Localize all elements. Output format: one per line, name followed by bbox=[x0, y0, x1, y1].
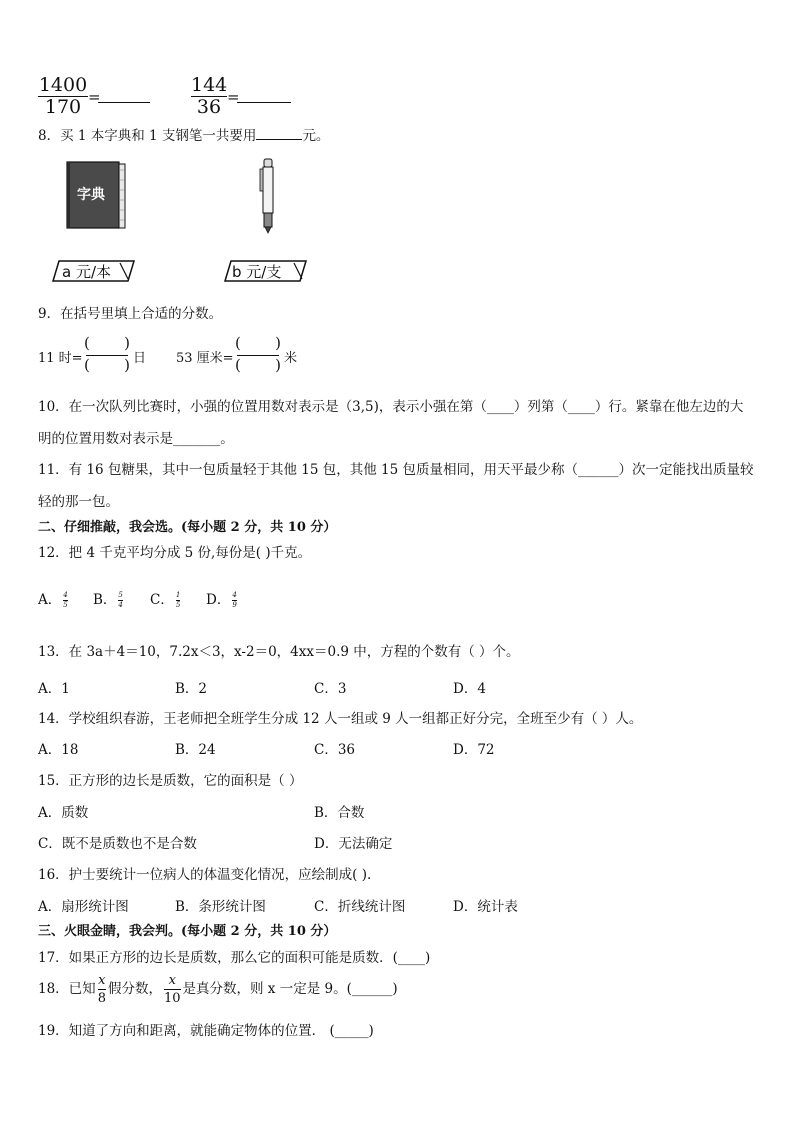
question-10-line-2: 明的位置用数对表示是_______。 bbox=[38, 431, 234, 447]
option-d[interactable] bbox=[206, 588, 237, 609]
question-10-line-1: 10．在一次队列比赛时，小强的位置用数对表示是（3,5)，表示小强在第（____）列第（____）行。紧靠在他左边的大 bbox=[38, 399, 744, 415]
question-text: 18．已知 bbox=[38, 980, 96, 997]
question-8 bbox=[38, 124, 329, 144]
paren-open: ( bbox=[84, 356, 90, 374]
option-fraction: $\frac{4}{9}$ bbox=[232, 591, 237, 609]
paren-open: ( bbox=[235, 356, 241, 374]
option-label: B． bbox=[93, 592, 117, 608]
fraction-bar bbox=[86, 355, 128, 356]
fraction-numerator: 144 bbox=[191, 74, 228, 96]
option-label: A． bbox=[38, 592, 62, 608]
option-d[interactable]: D．无法确定 bbox=[314, 836, 393, 852]
question-19: 19．知道了方向和距离，就能确定物体的位置． (_____) bbox=[38, 1023, 374, 1039]
question-text: 假分数， bbox=[107, 980, 162, 997]
option-fraction: $\frac{4}{5}$ bbox=[63, 591, 68, 609]
fraction-denominator: 170 bbox=[44, 96, 82, 118]
question-15: 15．正方形的边长是质数，它的面积是（ ） bbox=[38, 773, 303, 789]
option-a[interactable]: A．1 bbox=[38, 681, 70, 697]
option-d[interactable]: D．统计表 bbox=[453, 899, 518, 915]
question-13: 13．在 3a＋4＝10，7.2x＜3，x-2＝0，4xx＝0.9 中，方程的个数有（ ）个。 bbox=[38, 644, 520, 660]
question-9: 9．在括号里填上合适的分数。 bbox=[38, 306, 223, 322]
unit-day: 日 bbox=[133, 351, 147, 366]
fraction-numerator: 1400 bbox=[38, 74, 88, 96]
option-b[interactable]: B．2 bbox=[175, 681, 208, 697]
price-tag-a bbox=[52, 259, 136, 283]
dictionary-image bbox=[63, 160, 127, 230]
paren-close: ) bbox=[124, 356, 130, 374]
question-text: 8．买 1 本字典和 1 支钢笔一共要用 bbox=[38, 128, 257, 144]
option-c[interactable]: C．3 bbox=[314, 681, 347, 697]
paren-close: ) bbox=[275, 356, 281, 374]
question-11-line-1: 11．有 16 包糖果，其中一包质量轻于其他 15 包，其他 15 包质量相同，用天平最少称（______）次一定能找出质量较 bbox=[38, 462, 754, 478]
paren-fraction-1[interactable] bbox=[84, 334, 130, 378]
pen-image bbox=[258, 157, 278, 235]
question-14: 14．学校组织春游，王老师把全班学生分成 12 人一组或 9 人一组都正好分完，全班至少有（ ）人。 bbox=[38, 711, 643, 727]
question-12: 12．把 4 千克平均分成 5 份,每份是( )千克。 bbox=[38, 545, 312, 561]
option-c[interactable]: C．既不是质数也不是合数 bbox=[38, 836, 197, 852]
option-c[interactable]: C．36 bbox=[314, 742, 356, 758]
fraction-x-10: $\frac{x}{10}$ bbox=[163, 973, 181, 1006]
q9-item2-label: 53 厘米= bbox=[176, 351, 234, 366]
option-d[interactable]: D．4 bbox=[453, 681, 486, 697]
paren-fraction-2[interactable] bbox=[235, 334, 281, 378]
option-b[interactable]: B．24 bbox=[175, 742, 216, 758]
fraction-bar bbox=[237, 355, 279, 356]
paren-open: ( bbox=[235, 334, 241, 352]
option-a[interactable]: A．18 bbox=[38, 742, 79, 758]
fraction-x-8: $\frac{x}{8}$ bbox=[97, 973, 106, 1006]
paren-close: ) bbox=[275, 334, 281, 352]
option-label: D． bbox=[206, 592, 231, 608]
price-label: b 元/支 bbox=[232, 263, 282, 281]
fraction-1400-170 bbox=[38, 76, 88, 117]
option-fraction: $\frac{5}{4}$ bbox=[118, 591, 123, 609]
equals-sign: = bbox=[227, 88, 240, 106]
dictionary-title: 字典 bbox=[77, 187, 105, 203]
paren-open: ( bbox=[84, 334, 90, 352]
option-d[interactable]: D．72 bbox=[453, 742, 495, 758]
fraction-denominator: 36 bbox=[196, 96, 222, 118]
answer-line[interactable] bbox=[237, 102, 291, 103]
price-tag-b bbox=[224, 259, 308, 283]
answer-line[interactable] bbox=[98, 102, 150, 103]
question-11-line-2: 轻的那一包。 bbox=[38, 494, 119, 510]
option-b[interactable]: B．条形统计图 bbox=[175, 899, 266, 915]
question-16: 16．护士要统计一位病人的体温变化情况，应绘制成( ). bbox=[38, 867, 372, 883]
option-fraction: $\frac{1}{5}$ bbox=[175, 591, 181, 609]
option-c[interactable] bbox=[150, 588, 180, 609]
question-18 bbox=[38, 974, 398, 1005]
question-17: 17．如果正方形的边长是质数，那么它的面积可能是质数．(____) bbox=[38, 950, 431, 966]
unit-meter: 米 bbox=[284, 351, 298, 366]
option-a[interactable]: A．扇形统计图 bbox=[38, 899, 129, 915]
paren-close: ) bbox=[124, 334, 130, 352]
option-a[interactable] bbox=[38, 588, 68, 609]
question-text: 元。 bbox=[302, 128, 330, 144]
question-text: 是真分数，则 x 一定是 9。(______) bbox=[182, 980, 398, 997]
price-label: a 元/本 bbox=[62, 263, 112, 281]
fraction-144-36 bbox=[191, 76, 227, 117]
option-b[interactable]: B．合数 bbox=[314, 805, 365, 821]
section-3-heading: 三、火眼金睛，我会判。(每小题 2 分，共 10 分） bbox=[38, 924, 337, 939]
equals-sign: = bbox=[88, 88, 101, 106]
answer-blank[interactable] bbox=[256, 139, 302, 140]
q9-item1-label: 11 时= bbox=[38, 351, 83, 366]
option-c[interactable]: C．折线统计图 bbox=[314, 899, 406, 915]
option-a[interactable]: A．质数 bbox=[38, 805, 89, 821]
section-2-heading: 二、仔细推敲，我会选。(每小题 2 分，共 10 分） bbox=[38, 520, 337, 535]
option-b[interactable] bbox=[93, 588, 123, 609]
option-label: C． bbox=[150, 592, 174, 608]
